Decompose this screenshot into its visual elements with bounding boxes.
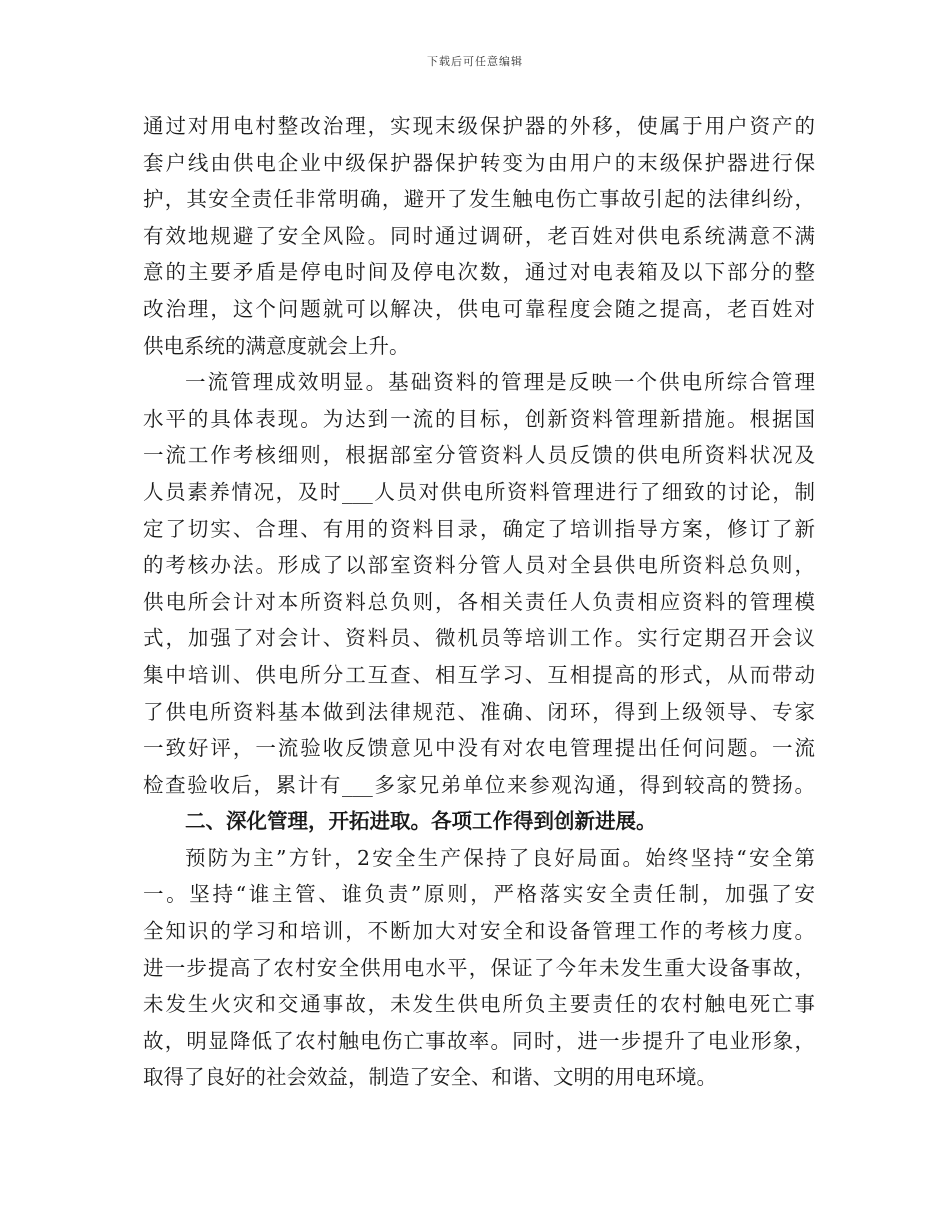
- paragraph-line: 未发生火灾和交通事故，未发生供电所负主要责任的农村触电死亡事: [143, 992, 815, 1017]
- paragraph-line: 全知识的学习和培训，不断加大对安全和设备管理工作的考核力度。: [143, 919, 815, 944]
- paragraph-line: 检查验收后，累计有___多家兄弟单位来参观沟通，得到较高的赞扬。: [143, 772, 815, 797]
- paragraph-line: 一流管理成效明显。基础资料的管理是反映一个供电所综合管理: [185, 370, 815, 395]
- paragraph-line: 定了切实、合理、有用的资料目录，确定了培训指导方案，修订了新: [143, 516, 815, 541]
- paragraph-line: 进一步提高了农村安全供用电水平，保证了今年未发生重大设备事故，: [143, 955, 815, 980]
- paragraph-line: 预防为主”方针，2安全生产保持了良好局面。始终坚持“安全第: [185, 845, 815, 870]
- paragraph-line: 式，加强了对会计、资料员、微机员等培训工作。实行定期召开会议: [143, 626, 815, 651]
- paragraph-line: 改治理，这个问题就可以解决，供电可靠程度会随之提高，老百姓对: [143, 296, 815, 321]
- paragraph-line: 人员素养情况，及时___人员对供电所资料管理进行了细致的讨论，制: [143, 479, 815, 504]
- paragraph-line: 一致好评，一流验收反馈意见中没有对农电管理提出任何问题。一流: [143, 736, 815, 761]
- paragraph-line: 护，其安全责任非常明确，避开了发生触电伤亡事故引起的法律纠纷，: [143, 187, 815, 212]
- paragraph-line: 通过对用电村整改治理，实现末级保护器的外移，使属于用户资产的: [143, 114, 815, 138]
- paragraph-line: 套户线由供电企业中级保护器保护转变为由用户的末级保护器进行保: [143, 150, 815, 175]
- document-body: [143, 108, 815, 1096]
- paragraph-line: 意的主要矛盾是停电时间及停电次数，通过对电表箱及以下部分的整: [143, 260, 815, 285]
- paragraph-line: 一流工作考核细则，根据部室分管资料人员反馈的供电所资料状况及: [143, 443, 815, 468]
- paragraph-line: 有效地规避了安全风险。同时通过调研，老百姓对供电系统满意不满: [143, 223, 815, 248]
- section-heading: 二、深化管理，开拓进取。各项工作得到创新进展。: [185, 809, 657, 834]
- paragraph-line: 集中培训、供电所分工互查、相互学习、互相提高的形式，从而带动: [143, 662, 815, 687]
- page-header-note: 下载后可任意编辑: [427, 55, 523, 68]
- paragraph-line: 供电所会计对本所资料总负则，各相关责任人负责相应资料的管理模: [143, 589, 815, 614]
- paragraph-line: 取得了良好的社会效益，制造了安全、和谐、文明的用电环境。: [143, 1065, 717, 1090]
- paragraph-line: 的考核办法。形成了以部室资料分管人员对全县供电所资料总负则，: [143, 553, 815, 578]
- paragraph-line: 水平的具体表现。为达到一流的目标，创新资料管理新措施。根据国: [143, 406, 815, 431]
- paragraph-line: 一。坚持“谁主管、谁负责”原则，严格落实安全责任制，加强了安: [143, 882, 815, 907]
- paragraph-line: 故，明显降低了农村触电伤亡事故率。同时，进一步提升了电业形象，: [143, 1028, 815, 1053]
- paragraph-line: 供电系统的满意度就会上升。: [143, 333, 410, 358]
- paragraph-line: 了供电所资料基本做到法律规范、准确、闭环，得到上级领导、专家: [143, 699, 815, 724]
